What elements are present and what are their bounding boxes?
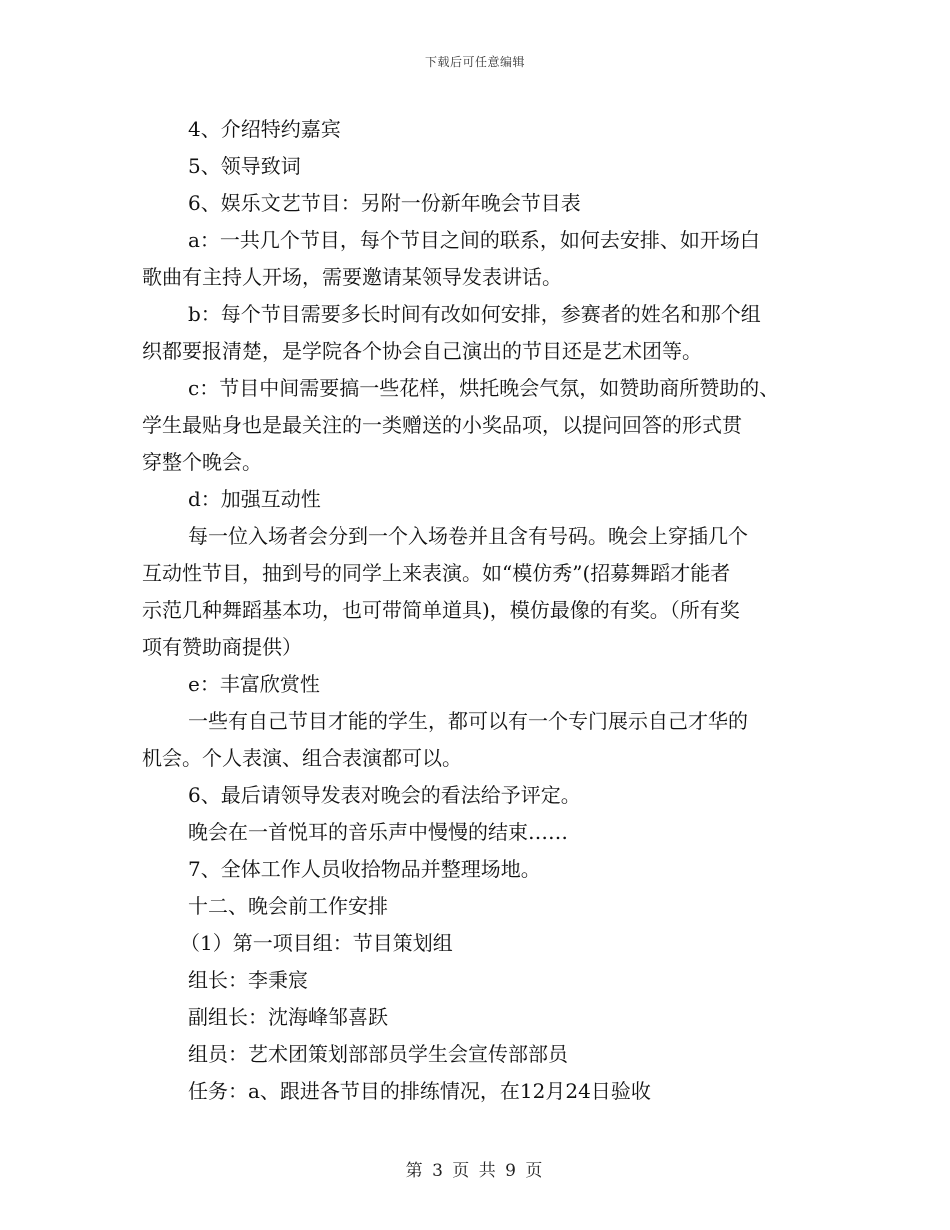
paragraph-line: 组员：艺术团策划部部员学生会宣传部部员: [188, 1042, 568, 1066]
paragraph-line: 晚会在一首悦耳的音乐声中慢慢的结束……: [188, 820, 568, 844]
paragraph-line: c：节目中间需要搞一些花样，烘托晚会气氛，如赞助商所赞助的、: [188, 376, 780, 400]
paragraph-line: b：每个节目需要多长时间有改如何安排，参赛者的姓名和那个组: [188, 302, 761, 326]
paragraph-line: 学生最贴身也是最关注的一类赠送的小奖品项，以提问回答的形式贯: [142, 413, 742, 437]
paragraph-line: 织都要报清楚，是学院各个协会自己演出的节目还是艺术团等。: [142, 339, 702, 363]
paragraph-line: 互动性节目，抽到号的同学上来表演。如“模仿秀”(招募舞蹈才能者: [142, 561, 731, 585]
paragraph-line: e：丰富欣赏性: [188, 672, 320, 696]
paragraph-line: 7、全体工作人员收拾物品并整理场地。: [188, 857, 541, 881]
paragraph-line: 6、最后请领导发表对晚会的看法给予评定。: [188, 783, 581, 807]
paragraph-line: 6、娱乐文艺节目：另附一份新年晚会节目表: [188, 191, 581, 215]
subsection-heading: （1）第一项目组：节目策划组: [180, 931, 453, 955]
paragraph-line: 组长：李秉宸: [188, 968, 308, 992]
paragraph-line: 副组长：沈海峰邹喜跃: [188, 1005, 388, 1029]
paragraph-line: 每一位入场者会分到一个入场卷并且含有号码。晚会上穿插几个: [188, 524, 748, 548]
paragraph-line: 机会。个人表演、组合表演都可以。: [142, 746, 462, 770]
paragraph-line: 项有赞助商提供）: [142, 635, 302, 659]
paragraph-line: 5、领导致词: [188, 154, 301, 178]
section-heading: 十二、晚会前工作安排: [188, 894, 388, 918]
page-footer: 第 3 页 共 9 页: [405, 1161, 545, 1181]
document-body: [142, 111, 822, 1110]
paragraph-line: 一些有自己节目才能的学生，都可以有一个专门展示自己才华的: [188, 709, 748, 733]
paragraph-line: 穿整个晚会。: [142, 450, 262, 474]
paragraph-line: a：一共几个节目，每个节目之间的联系，如何去安排、如开场白: [188, 228, 760, 252]
paragraph-line: 4、介绍特约嘉宾: [188, 117, 341, 141]
paragraph-line: d：加强互动性: [188, 487, 321, 511]
page-header: 下载后可任意编辑: [424, 55, 525, 69]
paragraph-line: 歌曲有主持人开场，需要邀请某领导发表讲话。: [142, 265, 562, 289]
paragraph-line: 示范几种舞蹈基本功，也可带简单道具)，模仿最像的有奖。（所有奖: [142, 598, 740, 622]
paragraph-line: 任务：a、跟进各节目的排练情况，在12月24日验收: [188, 1079, 651, 1103]
